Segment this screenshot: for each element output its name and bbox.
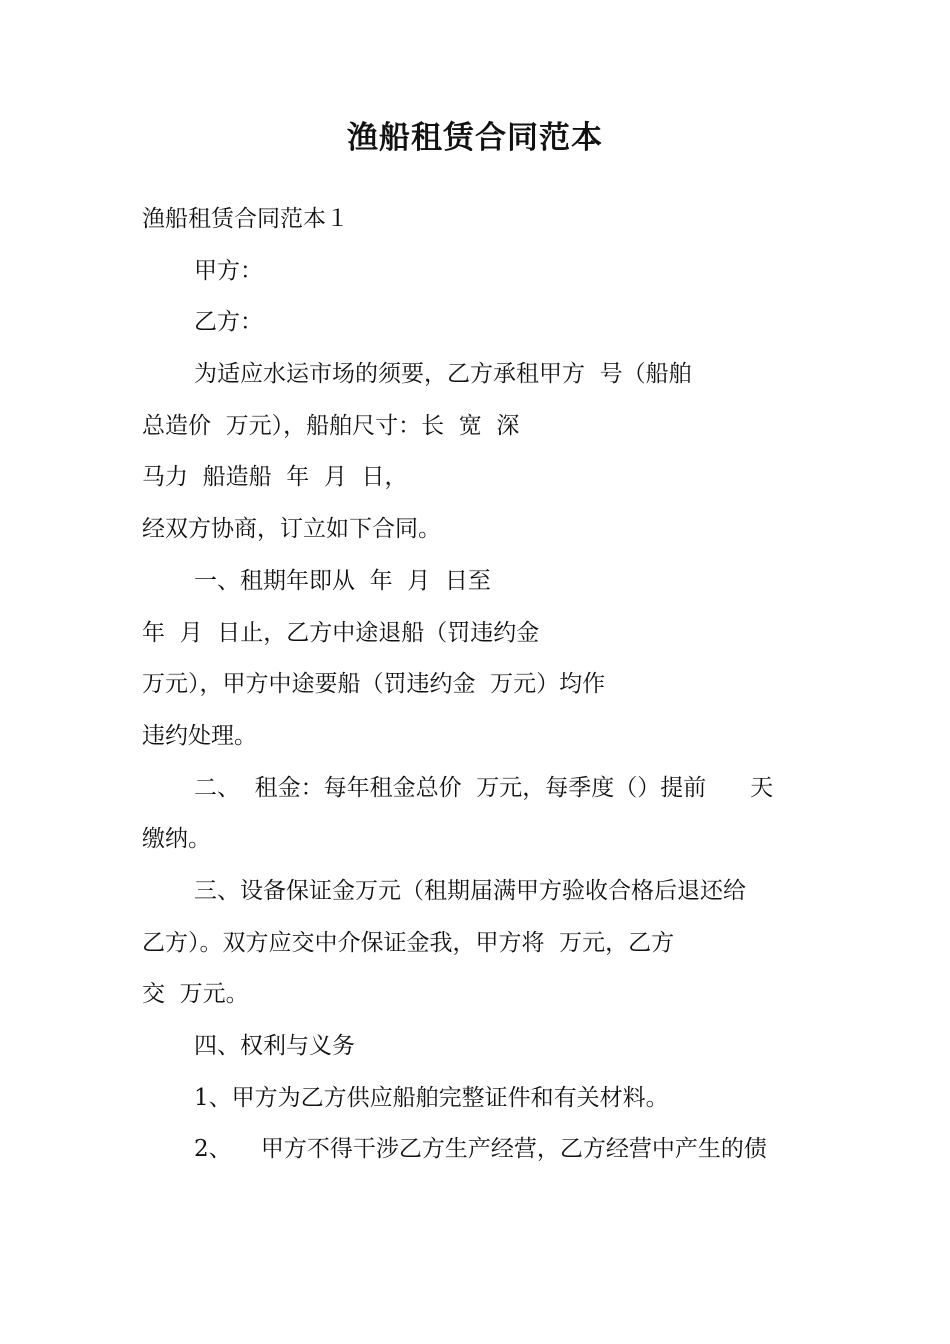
clause-4-heading: 四、权利与义务	[194, 1033, 355, 1059]
clause-3-line: 三、设备保证金万元（租期届满甲方验收合格后退还给	[194, 877, 746, 904]
paragraph-line: 马力 船造船 年 月 日，	[142, 464, 408, 491]
clause-2-line: 缴纳。	[142, 826, 211, 853]
clause-1-line: 年 月 日止，乙方中途退船（罚违约金	[142, 619, 540, 646]
clause-2-line: 二、 租金：每年租金总价 万元，每季度（）提前 天	[194, 774, 774, 801]
paragraph-line: 为适应水运市场的须要，乙方承租甲方 号（船舶	[194, 361, 692, 388]
clause-3-line: 乙方）。双方应交中介保证金我，甲方将 万元，乙方	[142, 929, 675, 956]
document-title: 渔船租赁合同范本	[347, 120, 603, 156]
party-a-line: 甲方：	[194, 257, 263, 284]
section-heading: 渔船租赁合同范本１	[142, 206, 349, 232]
clause-4-item-2: 2、 甲方不得干涉乙方生产经营，乙方经营中产生的债	[194, 1136, 767, 1163]
clause-1-line: 万元），甲方中途要船（罚违约金 万元）均作	[142, 671, 606, 698]
clause-3-line: 交 万元。	[142, 981, 249, 1008]
clause-1-line: 一、租期年即从 年 月 日至	[194, 567, 491, 594]
paragraph-line: 经双方协商，订立如下合同。	[142, 516, 441, 543]
party-b-line: 乙方：	[194, 309, 263, 336]
clause-4-item-1: 1、甲方为乙方供应船舶完整证件和有关材料。	[194, 1084, 669, 1111]
document-body	[142, 194, 832, 1176]
paragraph-line: 总造价 万元），船舶尺寸：长 宽 深	[142, 412, 520, 439]
clause-1-line: 违约处理。	[142, 722, 257, 749]
